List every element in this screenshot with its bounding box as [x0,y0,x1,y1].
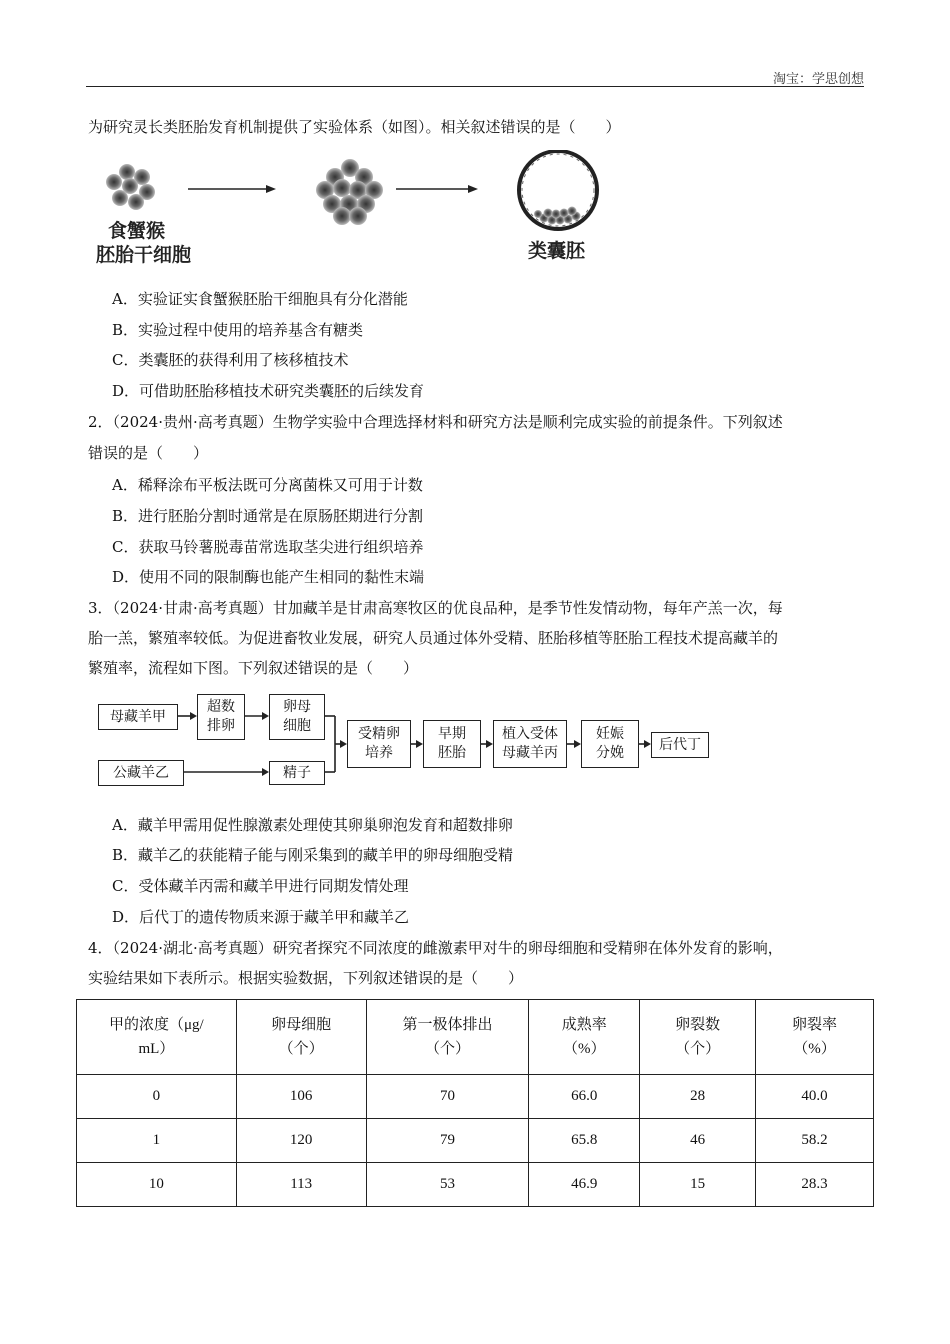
label-blastoid: 类囊胚 [528,240,586,262]
table-cell: 46 [640,1119,756,1163]
table-cell: 79 [366,1119,529,1163]
q3-stem-line-2: 胎一羔，繁殖率较低。为促进畜牧业发展，研究人员通过体外受精、胚胎移植等胚胎工程技术提高藏羊的 [88,629,779,647]
header-cleavage-rate-line2: （%） [793,1041,836,1057]
box-mother-sheep: 母藏羊甲 [98,704,178,730]
box-zygote-culture-line2: 培养 [365,745,393,761]
q2-stem-line-2: 错误的是（ ） [88,444,209,462]
header-oocytes [236,1000,366,1075]
box-father-sheep: 公藏羊乙 [98,760,184,786]
box-superovulation-line1: 超数 [207,699,235,715]
q1-option-a: A．实验证实食蟹猴胚胎干细胞具有分化潜能 [112,290,408,308]
header-maturation-rate [529,1000,640,1075]
box-zygote-culture [347,720,411,768]
header-text: 淘宝：学思创想 [772,72,864,87]
table-cell: 113 [236,1163,366,1207]
table-cell: 70 [366,1075,529,1119]
box-oocyte-line2: 细胞 [283,718,311,734]
q1-option-d: D．可借助胚胎移植技术研究类囊胚的后续发育 [112,382,425,400]
header-maturation-rate-line2: （%） [563,1041,606,1057]
table-row [77,1075,874,1119]
header-first-polar-body-line2: （个） [424,1041,470,1057]
table-cell: 10 [77,1163,237,1207]
table-cell: 1 [77,1119,237,1163]
header-concentration-line2: mL） [138,1041,175,1057]
blastoid [519,151,597,229]
table-header-row [77,1000,874,1075]
header-cleavage-rate-line1: 卵裂率 [792,1017,838,1033]
box-transfer-recipient-line2: 母藏羊丙 [502,745,558,761]
box-early-embryo-line1: 早期 [438,726,466,742]
header-cleavage-count [640,1000,756,1075]
box-zygote-culture-line1: 受精卵 [358,726,400,742]
box-oocyte [269,694,325,740]
table-cell: 58.2 [756,1119,874,1163]
header-cleavage-count-line1: 卵裂数 [675,1017,721,1033]
table-row [77,1163,874,1207]
header-maturation-rate-line1: 成熟率 [561,1017,607,1033]
q2-option-b: B．进行胚胎分割时通常是在原肠胚期进行分割 [112,507,424,525]
header-divider [86,86,864,87]
q3-flowchart [95,692,725,802]
q3-option-d: D．后代丁的遗传物质来源于藏羊甲和藏羊乙 [112,908,410,926]
q4-data-table [76,999,874,1207]
box-early-embryo [423,720,481,768]
q1-figure [92,150,632,270]
q2-option-c: C．获取马铃薯脱毒苗常选取茎尖进行组织培养 [112,538,424,556]
header-first-polar-body [366,1000,529,1075]
q1-option-b: B．实验过程中使用的培养基含有糖类 [112,321,364,339]
table-cell: 28.3 [756,1163,874,1207]
table-cell: 65.8 [529,1119,640,1163]
box-superovulation [197,694,245,740]
q2-stem-line-1: 2．（2024·贵州·高考真题）生物学实验中合理选择材料和研究方法是顺利完成实验的前提条件。下列叙述 [88,413,783,431]
box-transfer-recipient [493,720,567,768]
arrow-2 [396,185,478,193]
box-transfer-recipient-line1: 植入受体 [502,726,558,742]
q1-stem: 为研究灵长类胚胎发育机制提供了实验体系（如图）。相关叙述错误的是（ ） [88,118,621,136]
q3-option-a: A．藏羊甲需用促性腺激素处理使其卵巢卵泡发育和超数排卵 [112,816,513,834]
label-cynomolgus: 食蟹猴 [108,220,166,242]
q3-option-b: B．藏羊乙的获能精子能与刚采集到的藏羊甲的卵母细胞受精 [112,846,514,864]
q3-stem-line-3: 繁殖率，流程如下图。下列叙述错误的是（ ） [88,659,419,677]
q4-stem-line-1: 4．（2024·湖北·高考真题）研究者探究不同浓度的雌激素甲对牛的卵母细胞和受精卵在体外发育的影响， [88,939,783,957]
header-cleavage-count-line2: （个） [675,1041,721,1057]
box-early-embryo-line2: 胚胎 [438,745,466,761]
q2-option-a: A．稀释涂布平板法既可分离菌株又可用于计数 [112,476,423,494]
table-cell: 53 [366,1163,529,1207]
table-cell: 40.0 [756,1075,874,1119]
q2-option-d: D．使用不同的限制酶也能产生相同的黏性末端 [112,568,425,586]
q3-stem-line-1: 3．（2024·甘肃·高考真题）甘加藏羊是甘肃高寒牧区的优良品种，是季节性发情动物，每年产羔一次，每 [88,599,783,617]
q3-option-c: C．受体藏羊丙需和藏羊甲进行同期发情处理 [112,877,409,895]
table-cell: 46.9 [529,1163,640,1207]
stem-cell-cluster [106,164,155,210]
box-sperm: 精子 [269,761,325,785]
table-cell: 66.0 [529,1075,640,1119]
q1-option-c: C．类囊胚的获得利用了核移植技术 [112,351,349,369]
table-row [77,1119,874,1163]
table-cell: 15 [640,1163,756,1207]
table-cell: 106 [236,1075,366,1119]
cell-aggregate [316,159,383,225]
table-cell: 120 [236,1119,366,1163]
header-oocytes-line2: （个） [278,1041,324,1057]
box-pregnancy-line1: 妊娠 [596,726,624,742]
header-concentration-line1: 甲的浓度（μg/ [109,1017,204,1033]
box-offspring: 后代丁 [651,732,709,758]
box-superovulation-line2: 排卵 [207,718,235,734]
header-first-polar-body-line1: 第一极体排出 [402,1017,493,1033]
header-cleavage-rate [756,1000,874,1075]
table-cell: 0 [77,1075,237,1119]
q4-stem-line-2: 实验结果如下表所示。根据实验数据，下列叙述错误的是（ ） [88,969,524,987]
table-cell: 28 [640,1075,756,1119]
box-pregnancy [581,720,639,768]
label-embryonic-stem-cells: 胚胎干细胞 [96,244,192,266]
box-pregnancy-line2: 分娩 [596,745,624,761]
box-oocyte-line1: 卵母 [283,699,311,715]
arrow-1 [188,185,276,193]
header-oocytes-line1: 卵母细胞 [271,1017,332,1033]
header-concentration [77,1000,237,1075]
